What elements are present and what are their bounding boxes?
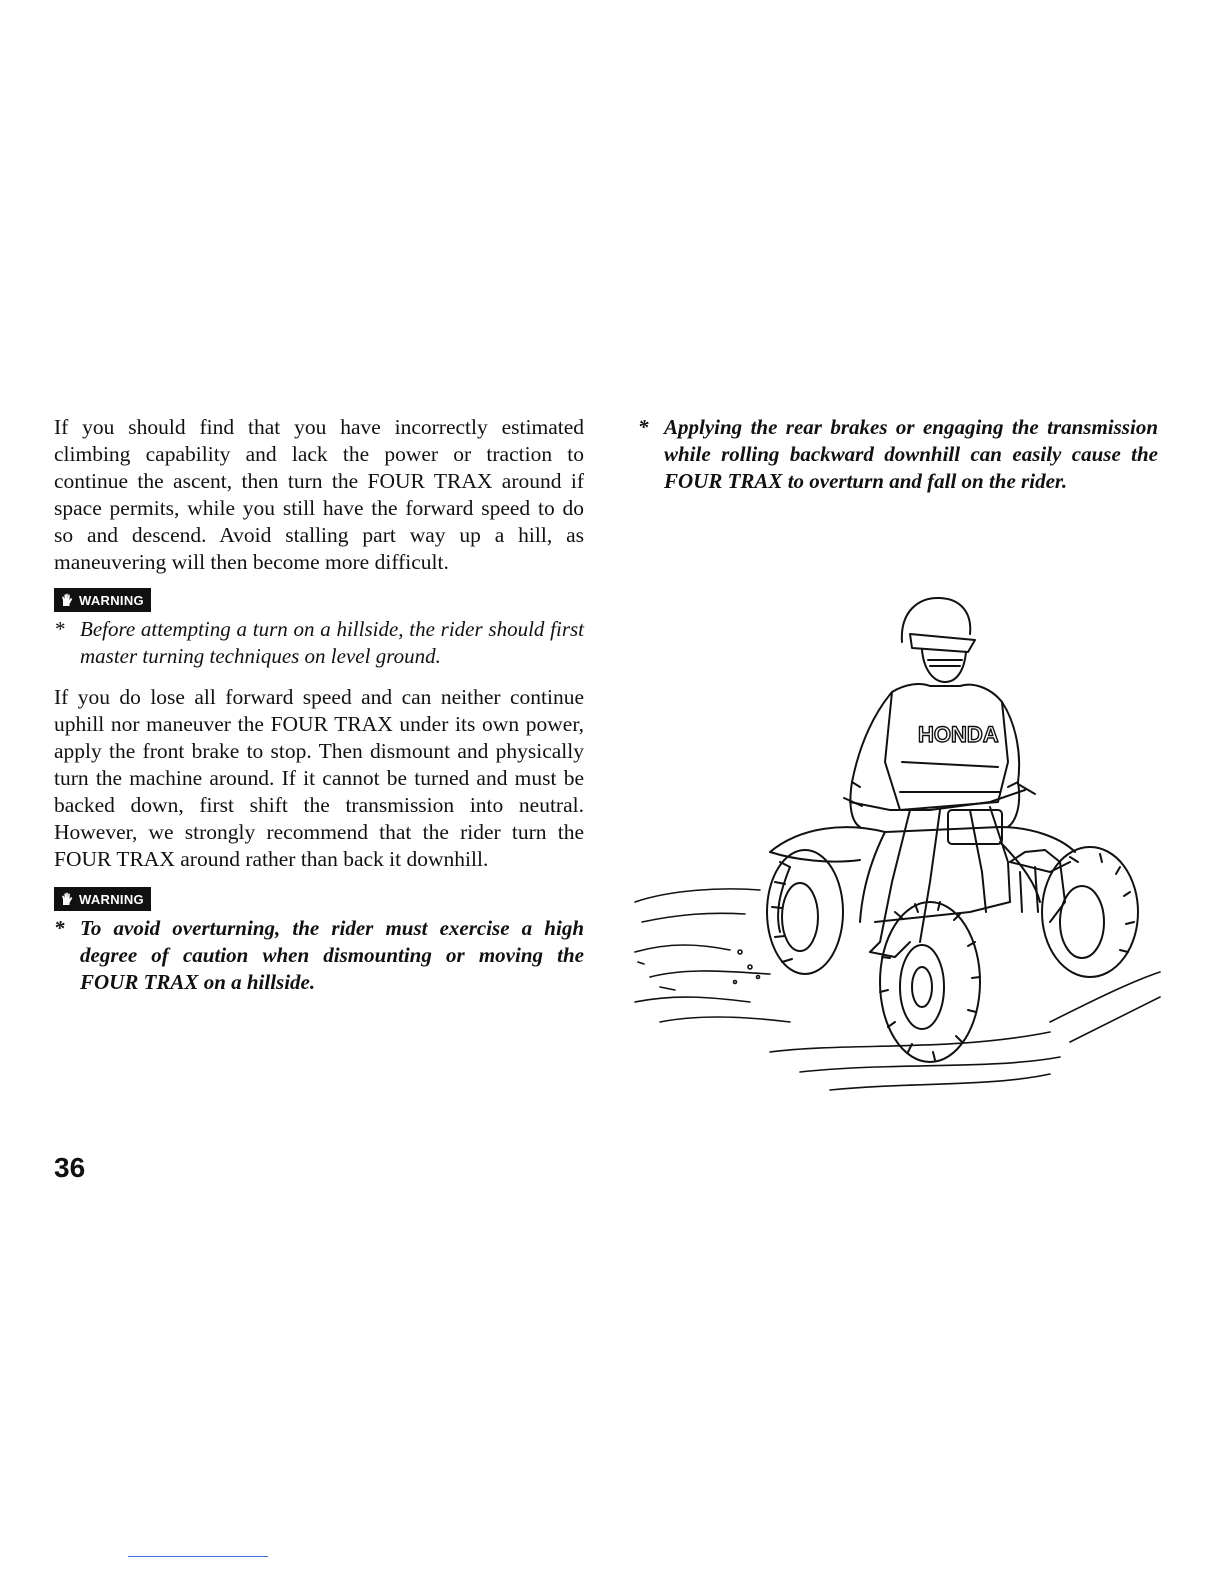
bullet-asterisk: * [54, 617, 65, 641]
warning-label: WARNING [79, 891, 144, 907]
hand-warning-icon [60, 593, 74, 607]
warning-1 [54, 616, 584, 670]
bottom-rule [128, 1556, 268, 1557]
helmet [902, 598, 975, 682]
warning-3-text: Applying the rear brakes or engaging the transmission while rolling backward downhill can easily cause the FOUR TRAX to overturn and fall on the rider. [664, 415, 1158, 493]
warning-2 [54, 915, 584, 996]
atv-wheel-front [880, 902, 980, 1062]
warning-2-text: To avoid overturning, the rider must exercise a high degree of caution when dismounting or moving the FOUR TRAX on a hillside. [80, 916, 584, 994]
bullet-asterisk: * [54, 916, 65, 940]
warning-2-header [54, 887, 584, 911]
warning-badge [54, 887, 151, 911]
warning-1-text: Before attempting a turn on a hillside, the rider should first master turning techniques on level ground. [80, 617, 584, 668]
atv-body [770, 827, 1075, 932]
warning-badge [54, 588, 151, 612]
atv-rider-illustration [630, 262, 1166, 1098]
warning-1-header [54, 588, 584, 612]
paragraph-lose-speed: If you do lose all forward speed and can neither continue uphill nor maneuver the FOUR TRAX under its own power, apply the front brake to stop. Then dismount and physically turn the machine around. If it cannot be turned and must be backed down, first shift the transmission into neutral. However, we strongly recommend that the rider turn the FOUR TRAX around rather than back it downhill. [54, 685, 584, 871]
hand-warning-icon [60, 892, 74, 906]
warning-label: WARNING [79, 592, 144, 608]
page-number: 36 [54, 1152, 86, 1183]
left-column [54, 414, 584, 996]
paragraph-incorrect-estimate: If you should find that you have incorrectly estimated climbing capability and lack the power or traction to continue the ascent, then turn the FOUR TRAX around if space permits, while you still have the forward speed to do so and descend. Avoid stalling part way up a hill, as maneuvering will then become more difficult. [54, 415, 584, 574]
jersey-text: HONDA [918, 722, 999, 747]
bullet-asterisk: * [638, 415, 649, 439]
rider-jersey [850, 684, 1019, 827]
